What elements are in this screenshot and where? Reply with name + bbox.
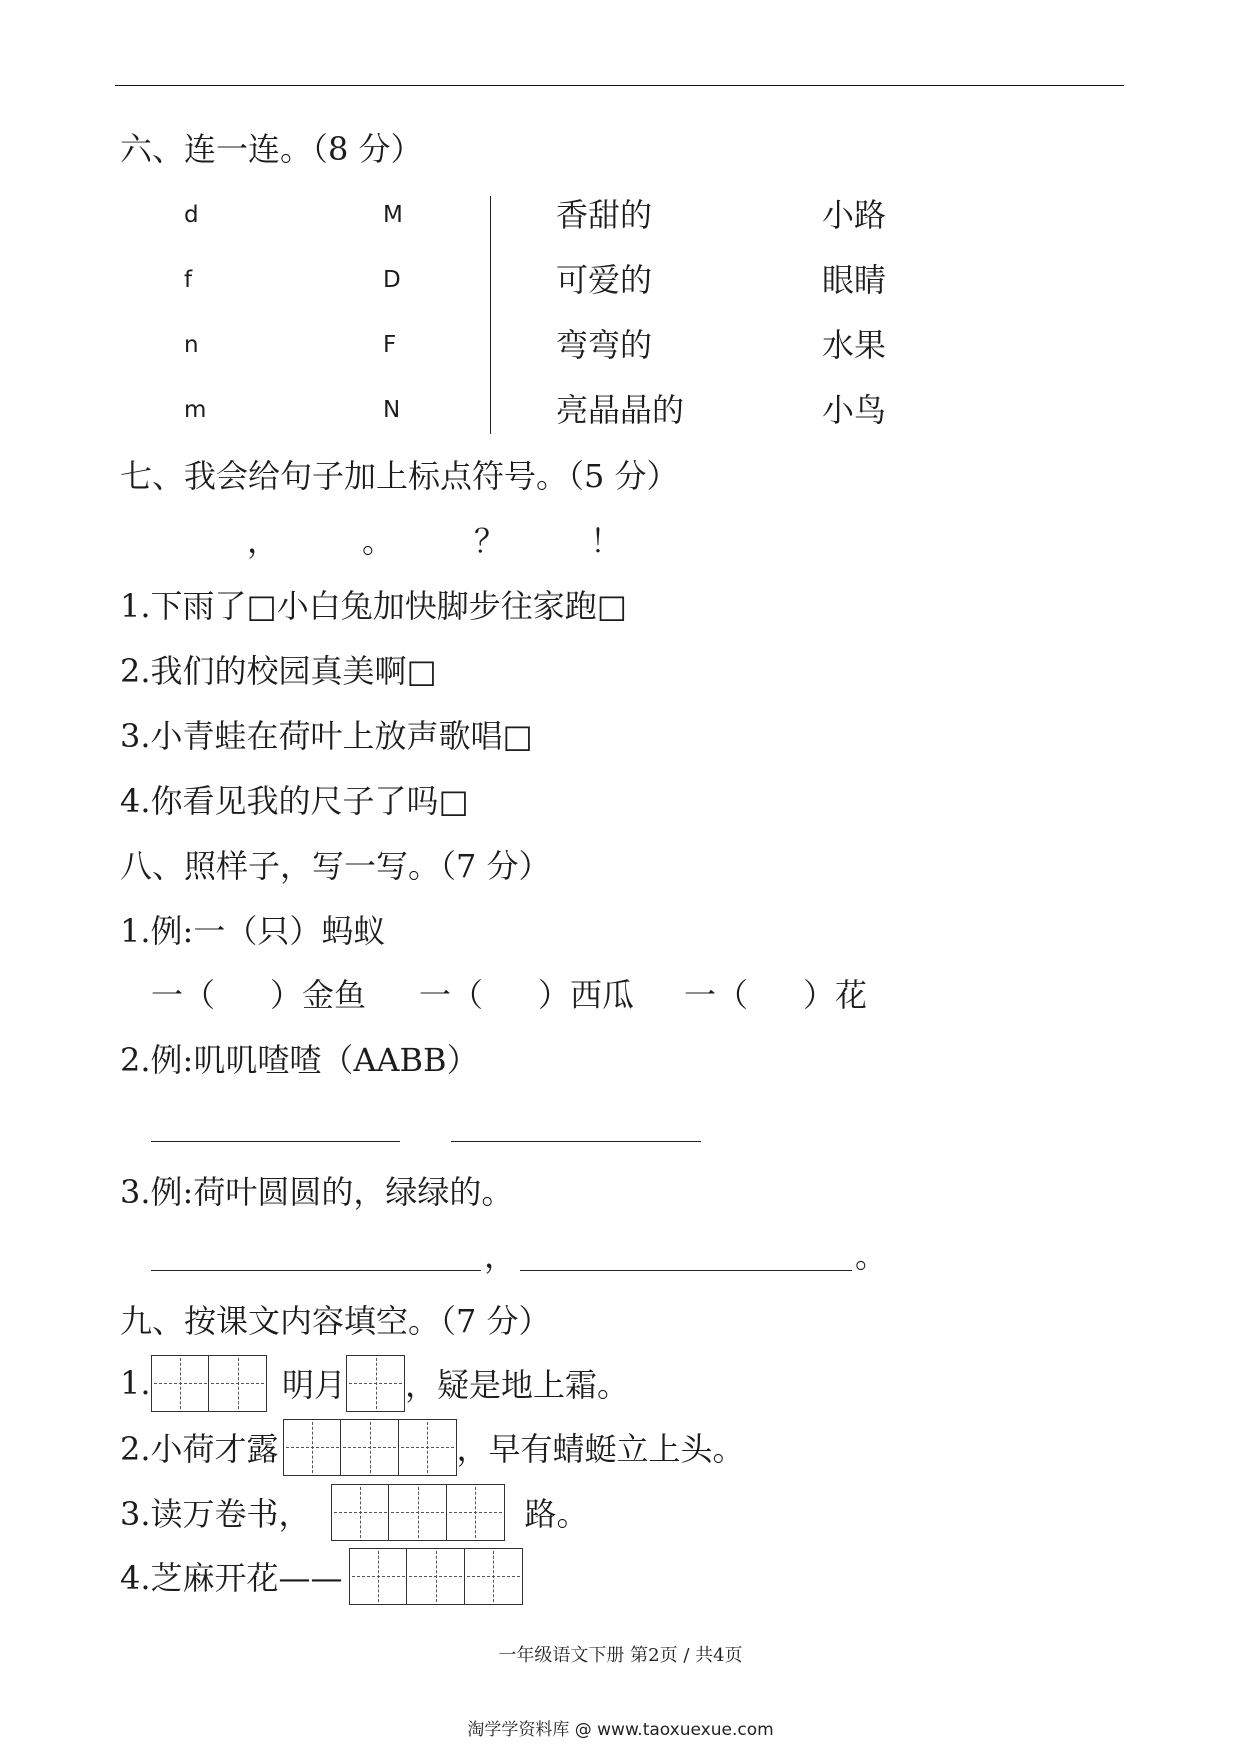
fill-in-line-2 — [120, 1417, 745, 1477]
section6-title: 六、连一连。（8 分） — [120, 130, 423, 168]
tianzige-box — [340, 1419, 399, 1476]
sentence-4: 4.你看见我的尺子了吗□ — [120, 782, 469, 820]
example-1: 1.例:一（只）蚂蚁 — [120, 912, 386, 950]
tianzige-box — [346, 1355, 405, 1412]
answer-comma: ， — [484, 1237, 517, 1275]
noun-1: 小路 — [822, 196, 887, 234]
adjective-2: 可爱的 — [556, 261, 653, 299]
answer-line — [151, 1141, 400, 1142]
measure-gap — [483, 975, 538, 1015]
tianzige-group — [349, 1548, 523, 1605]
pinyin-upper-4: N — [383, 397, 401, 423]
example-3: 3.例:荷叶圆圆的，绿绿的。 — [120, 1173, 514, 1211]
section7-title: 七、我会给句子加上标点符号。（5 分） — [120, 457, 679, 495]
measure-gap — [215, 975, 270, 1015]
noun-3: 水果 — [822, 326, 887, 364]
tianzige-group — [331, 1484, 505, 1541]
matching-divider — [490, 196, 491, 434]
fill-in-line-3 — [120, 1482, 589, 1542]
fill-in-line-4 — [120, 1546, 523, 1606]
tianzige-box — [349, 1548, 408, 1605]
tianzige-box — [331, 1484, 390, 1541]
fill-text: 明月 — [282, 1366, 347, 1404]
tianzige-group — [346, 1355, 405, 1412]
noun-2: 眼睛 — [822, 261, 887, 299]
page-footer: 一年级语文下册 第2页 / 共4页 — [498, 1645, 743, 1666]
fill-text: 4.芝麻开花—— — [120, 1559, 343, 1597]
noun-4: 小鸟 — [822, 391, 887, 429]
sentence-3: 3.小青蛙在荷叶上放声歌唱□ — [120, 717, 533, 755]
fill-in-line-1 — [120, 1353, 629, 1413]
pinyin-lower-3: n — [184, 332, 199, 358]
tianzige-group — [151, 1355, 268, 1412]
punctuation-comma: ， — [247, 522, 280, 560]
tianzige-box — [446, 1484, 505, 1541]
measure-word-blank-3 — [684, 975, 867, 1015]
pinyin-upper-2: D — [383, 267, 401, 293]
fill-text: 2.小荷才露 — [120, 1430, 279, 1468]
measure-prefix: 一（ — [419, 976, 484, 1014]
measure-suffix: ）西瓜 — [538, 976, 635, 1014]
measure-word-blank-1 — [151, 975, 366, 1015]
header-rule — [115, 85, 1124, 86]
fill-text: 1. — [120, 1364, 151, 1402]
punctuation-period: 。 — [362, 522, 395, 560]
section8-title: 八、照样子，写一写。（7 分） — [120, 847, 551, 885]
measure-suffix: ）花 — [803, 976, 868, 1014]
tianzige-group — [283, 1419, 457, 1476]
pinyin-upper-1: M — [383, 202, 403, 228]
sentence-2: 2.我们的校园真美啊□ — [120, 652, 437, 690]
punctuation-exclamation: ！ — [590, 522, 623, 560]
answer-line — [151, 1270, 481, 1271]
adjective-3: 弯弯的 — [556, 326, 653, 364]
sentence-1: 1.下雨了□小白兔加快脚步往家跑□ — [120, 587, 628, 625]
adjective-4: 亮晶晶的 — [556, 391, 685, 429]
adjective-1: 香甜的 — [556, 196, 653, 234]
pinyin-lower-1: d — [184, 202, 199, 228]
measure-suffix: ）金鱼 — [270, 976, 367, 1014]
tianzige-box — [283, 1419, 342, 1476]
fill-text: ，早有蜻蜓立上头。 — [456, 1430, 745, 1468]
fill-text: 3.读万卷书， — [120, 1495, 311, 1533]
example-2: 2.例:叽叽喳喳（AABB） — [120, 1041, 479, 1079]
watermark: 淘学学资料库 @ www.taoxuexue.com — [467, 1720, 774, 1740]
measure-prefix: 一（ — [684, 976, 749, 1014]
fill-text: ，疑是地上霜。 — [405, 1366, 630, 1404]
tianzige-box — [398, 1419, 457, 1476]
section9-title: 九、按课文内容填空。（7 分） — [120, 1302, 551, 1340]
tianzige-box — [208, 1355, 267, 1412]
measure-prefix: 一（ — [151, 976, 216, 1014]
answer-line — [451, 1141, 701, 1142]
pinyin-lower-2: f — [184, 267, 193, 293]
measure-gap — [748, 975, 803, 1015]
fill-text: 路。 — [524, 1495, 589, 1533]
punctuation-question: ？ — [474, 522, 507, 560]
tianzige-box — [388, 1484, 447, 1541]
answer-period: 。 — [855, 1237, 888, 1275]
pinyin-lower-4: m — [184, 397, 207, 423]
measure-word-blank-2 — [419, 975, 634, 1015]
answer-line — [520, 1270, 852, 1271]
tianzige-box — [464, 1548, 523, 1605]
pinyin-upper-3: F — [383, 332, 397, 358]
tianzige-box — [151, 1355, 210, 1412]
tianzige-box — [406, 1548, 465, 1605]
